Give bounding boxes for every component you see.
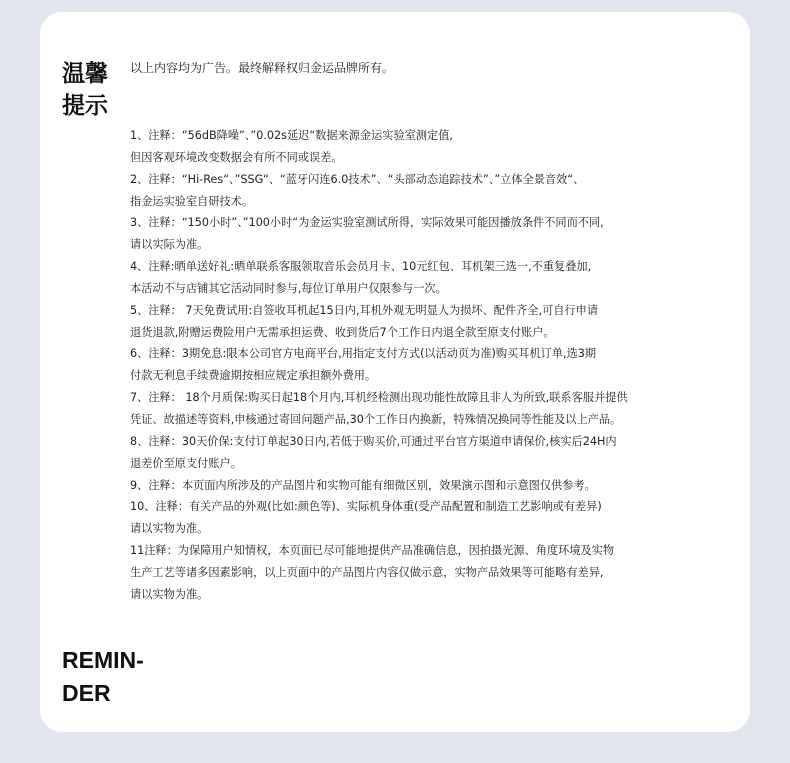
note-line: 请以实际为准。 — [130, 238, 209, 252]
note-line: 5、注释： 7天免费试用:自签收耳机起15日内,耳机外观无明显人为损坏、配件齐全,可自行申请 — [130, 303, 599, 317]
note-line: 付款无利息手续费逾期按相应规定承担额外费用。 — [130, 369, 377, 383]
note-item — [130, 125, 740, 169]
title-en-line2: DER — [62, 680, 111, 706]
note-line: 7、注释： 18个月质保:购买日起18个月内,耳机经检测出现功能性故障且非人为所致,联系客服并提供 — [130, 391, 628, 405]
note-line: 11注释：为保障用户知情权，本页面已尽可能地提供产品准确信息，因拍摄光源、角度环境及实物 — [130, 544, 615, 558]
note-line: 4、注释:晒单送好礼:晒单联系客服领取音乐会员月卡、10元红包、耳机架三选一,不重复叠加, — [130, 260, 592, 274]
note-line: 请以实物为准。 — [130, 587, 209, 601]
note-item — [130, 256, 740, 300]
note-item — [130, 431, 740, 475]
note-item — [130, 387, 740, 431]
note-line: 请以实物为准。 — [130, 522, 209, 536]
note-item — [130, 475, 740, 497]
note-line: 8、注释：30天价保:支付订单起30日内,若低于购买价,可通过平台官方渠道申请保价,核实后24H内 — [130, 434, 617, 448]
note-item — [130, 212, 740, 256]
note-line: 退差价至原支付账户。 — [130, 456, 242, 470]
reminder-card — [40, 12, 750, 732]
notes-list — [130, 125, 740, 606]
intro-text: 以上内容均为广告。最终解释权归金运品牌所有。 — [130, 61, 395, 75]
note-line: 凭证、故描述等资料,申核通过寄回问题产品,30个工作日内换新，特殊情况换同等性能及以上产品。 — [130, 412, 622, 426]
note-line: 生产工艺等诸多因素影响，以上页面中的产品图片内容仅做示意，实物产品效果等可能略有差异, — [130, 565, 604, 579]
note-line: 3、注释：“150小时”、”100小时“为金运实验室测试所得，实际效果可能因播放条件不同而不同, — [130, 216, 604, 230]
note-line: 6、注释：3期免息:限本公司官方电商平台,用指定支付方式(以活动页为准)购买耳机订单,选3期 — [130, 347, 597, 361]
note-line: 指金运实验室自研技术。 — [130, 194, 254, 208]
note-line: 2、注释：“Hi-Res“、”SSG“、“蓝牙闪连6.0技术”、“头部动态追踪技术”、”立体全景音效“、 — [130, 172, 585, 186]
note-line: 但因客观环境改变数据会有所不同或误差。 — [130, 150, 343, 164]
title-cn-line2: 提示 — [62, 93, 108, 119]
note-line: 1、注释：“56dB降噪”、”0.02s延迟“数据来源金运实验室测定值, — [130, 129, 453, 142]
title-cn-line1: 温馨 — [62, 61, 108, 87]
note-line: 本活动不与店铺其它活动同时参与,每位订单用户仅限参与一次。 — [130, 281, 447, 295]
note-item — [130, 540, 740, 606]
note-line: 9、注释：本页面内所涉及的产品图片和实物可能有细微区别，效果演示图和示意图仅供参考。 — [130, 478, 596, 492]
note-line: 退货退款,附赠运费险用户无需承担运费、收到货后7个工作日内退全款至原支付账户。 — [130, 325, 555, 339]
note-item — [130, 300, 740, 344]
title-en — [62, 644, 144, 710]
note-item — [130, 343, 740, 387]
note-item — [130, 496, 740, 540]
title-en-line1: REMIN- — [62, 647, 144, 673]
title-cn — [62, 58, 116, 122]
note-item — [130, 169, 740, 213]
note-line: 10、注释：有关产品的外观(比如:颜色等)、实际机身体重(受产品配置和制造工艺影响或有差异) — [130, 500, 602, 514]
